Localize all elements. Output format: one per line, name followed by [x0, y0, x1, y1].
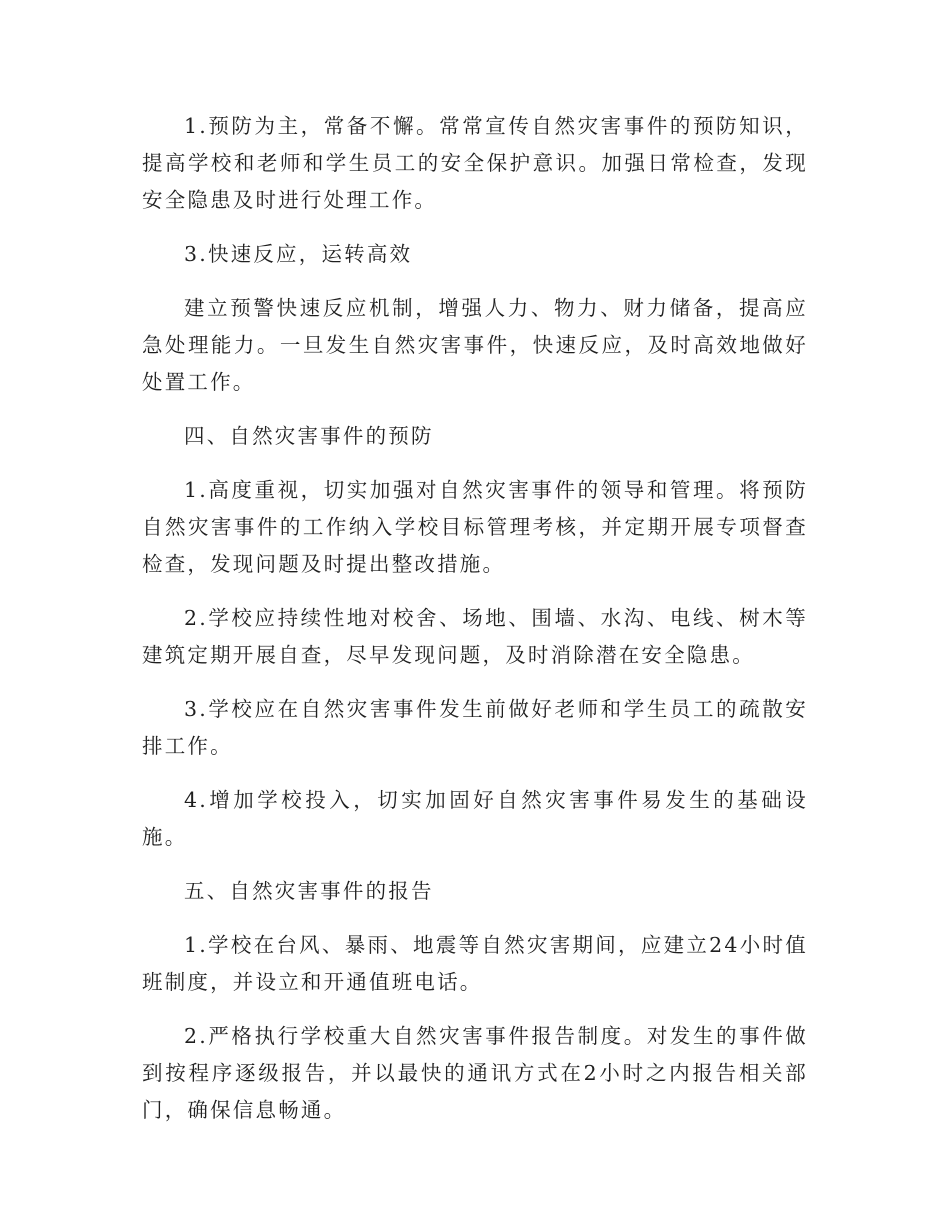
paragraph-reporting-item-2: 2.严格执行学校重大自然灾害事件报告制度。对发生的事件做到按程序逐级报告，并以最快的通讯方式在2小时之内报告相关部门，确保信息畅通。 [142, 1024, 808, 1122]
section-heading-prevention: 四、自然灾害事件的预防 [184, 424, 434, 448]
section-heading-reporting: 五、自然灾害事件的报告 [184, 879, 434, 903]
paragraph-rapid-response-body: 建立预警快速反应机制，增强人力、物力、财力储备，提高应急处理能力。一旦发生自然灾害事件，快速反应，及时高效地做好处置工作。 [142, 296, 808, 394]
paragraph-prevention-item-4: 4.增加学校投入，切实加固好自然灾害事件易发生的基础设施。 [142, 788, 808, 849]
paragraph-prevention-item-1: 1.高度重视，切实加强对自然灾害事件的领导和管理。将预防自然灾害事件的工作纳入学校目标管理考核，并定期开展专项督查检查，发现问题及时提出整改措施。 [142, 478, 808, 576]
paragraph-prevention-principle: 1.预防为主，常备不懈。常常宣传自然灾害事件的预防知识，提高学校和老师和学生员工的安全保护意识。加强日常检查，发现安全隐患及时进行处理工作。 [142, 114, 808, 212]
paragraph-reporting-item-1: 1.学校在台风、暴雨、地震等自然灾害期间，应建立24小时值班制度，并设立和开通值班电话。 [142, 933, 808, 994]
paragraph-prevention-item-3: 3.学校应在自然灾害事件发生前做好老师和学生员工的疏散安排工作。 [142, 697, 808, 758]
document-body [142, 108, 808, 1146]
paragraph-prevention-item-2: 2.学校应持续性地对校舍、场地、围墙、水沟、电线、树木等建筑定期开展自查，尽早发现问题，及时消除潜在安全隐患。 [142, 606, 808, 667]
paragraph-rapid-response-heading: 3.快速反应，运转高效 [184, 242, 413, 266]
